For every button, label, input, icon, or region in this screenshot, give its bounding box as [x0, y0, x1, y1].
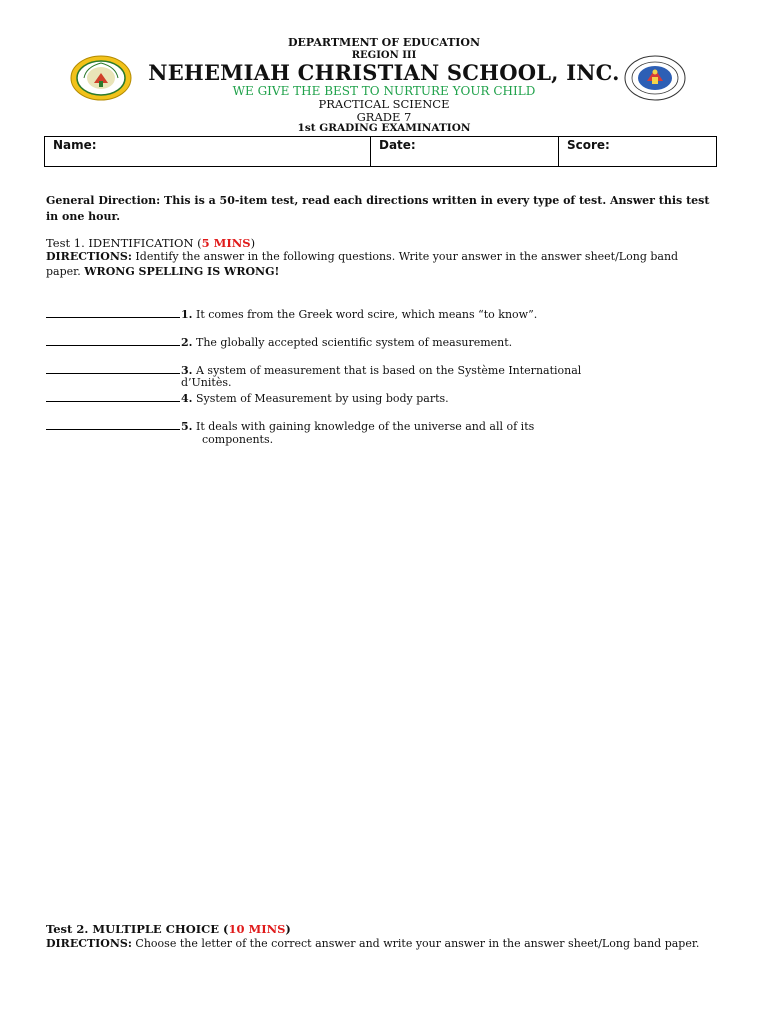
- date-field[interactable]: [371, 137, 559, 166]
- test2-title-text: Test 2. MULTIPLE CHOICE (: [46, 922, 229, 936]
- grade-heading: GRADE 7: [356, 110, 412, 124]
- test1-item-5: [46, 418, 534, 434]
- answer-blank[interactable]: [46, 390, 180, 402]
- item-text: It deals with gaining knowledge of the universe and all of its: [192, 420, 535, 433]
- test2-time: 10 MINS: [228, 922, 286, 936]
- item-text: The globally accepted scientific system of measurement.: [192, 336, 513, 349]
- item-number: 3.: [181, 364, 193, 377]
- item-text: It comes from the Greek word scire, which means “to know”.: [192, 308, 538, 321]
- test1-item-2: [46, 334, 512, 350]
- test1-warning: WRONG SPELLING IS WRONG!: [84, 265, 280, 278]
- answer-blank[interactable]: [46, 334, 180, 346]
- answer-blank[interactable]: [46, 306, 180, 318]
- test1-item-5-continuation: components.: [202, 433, 274, 446]
- date-label: Date:: [379, 138, 416, 152]
- score-field[interactable]: [559, 137, 716, 166]
- item-number: 2.: [181, 336, 193, 349]
- item-number: 4.: [181, 392, 193, 405]
- region-heading: REGION III: [351, 50, 417, 61]
- item-text: System of Measurement by using body parts.: [192, 392, 449, 405]
- department-heading: DEPARTMENT OF EDUCATION: [287, 36, 481, 49]
- school-motto: WE GIVE THE BEST TO NURTURE YOUR CHILD: [232, 84, 536, 98]
- test1-title-close: ): [250, 236, 256, 250]
- score-label: Score:: [567, 138, 610, 152]
- test1-item-3-continuation: d’Unitès.: [181, 376, 232, 389]
- item-text: A system of measurement that is based on the Système International: [192, 364, 582, 377]
- subject-heading: PRACTICAL SCIENCE: [318, 97, 450, 111]
- test1-time: 5 MINS: [201, 236, 251, 250]
- name-field[interactable]: [45, 137, 371, 166]
- answer-blank[interactable]: [46, 362, 180, 374]
- test1-directions-text: Identify the answer in the following questions. Write your answer in the answer sheet/Long band paper.: [46, 250, 679, 278]
- answer-blank[interactable]: [46, 418, 180, 430]
- test2-directions-label: DIRECTIONS:: [46, 937, 132, 950]
- item-number: 1.: [181, 308, 193, 321]
- test2-directions-text: Choose the letter of the correct answer and write your answer in the answer sheet/Long band paper.: [131, 937, 700, 950]
- school-name: NEHEMIAH CHRISTIAN SCHOOL, INC.: [148, 60, 620, 85]
- test1-item-3: [46, 362, 581, 378]
- test2-title-close: ): [285, 922, 291, 936]
- test2-title: [46, 921, 716, 937]
- test1-item-1: [46, 306, 537, 322]
- test1-directions-label: DIRECTIONS:: [46, 250, 132, 263]
- name-label: Name:: [53, 138, 97, 152]
- test1-item-4: [46, 390, 449, 406]
- general-direction: General Direction: This is a 50-item test, read each directions written in every type of test. Answer this test in one hour.: [46, 194, 710, 223]
- item-number: 5.: [181, 420, 193, 433]
- test1-title-text: Test 1. IDENTIFICATION (: [46, 236, 202, 250]
- test2-directions: [46, 936, 716, 951]
- exam-heading: 1st GRADING EXAMINATION: [297, 122, 471, 134]
- test1-directions: [46, 249, 716, 279]
- student-info-table: [44, 136, 717, 167]
